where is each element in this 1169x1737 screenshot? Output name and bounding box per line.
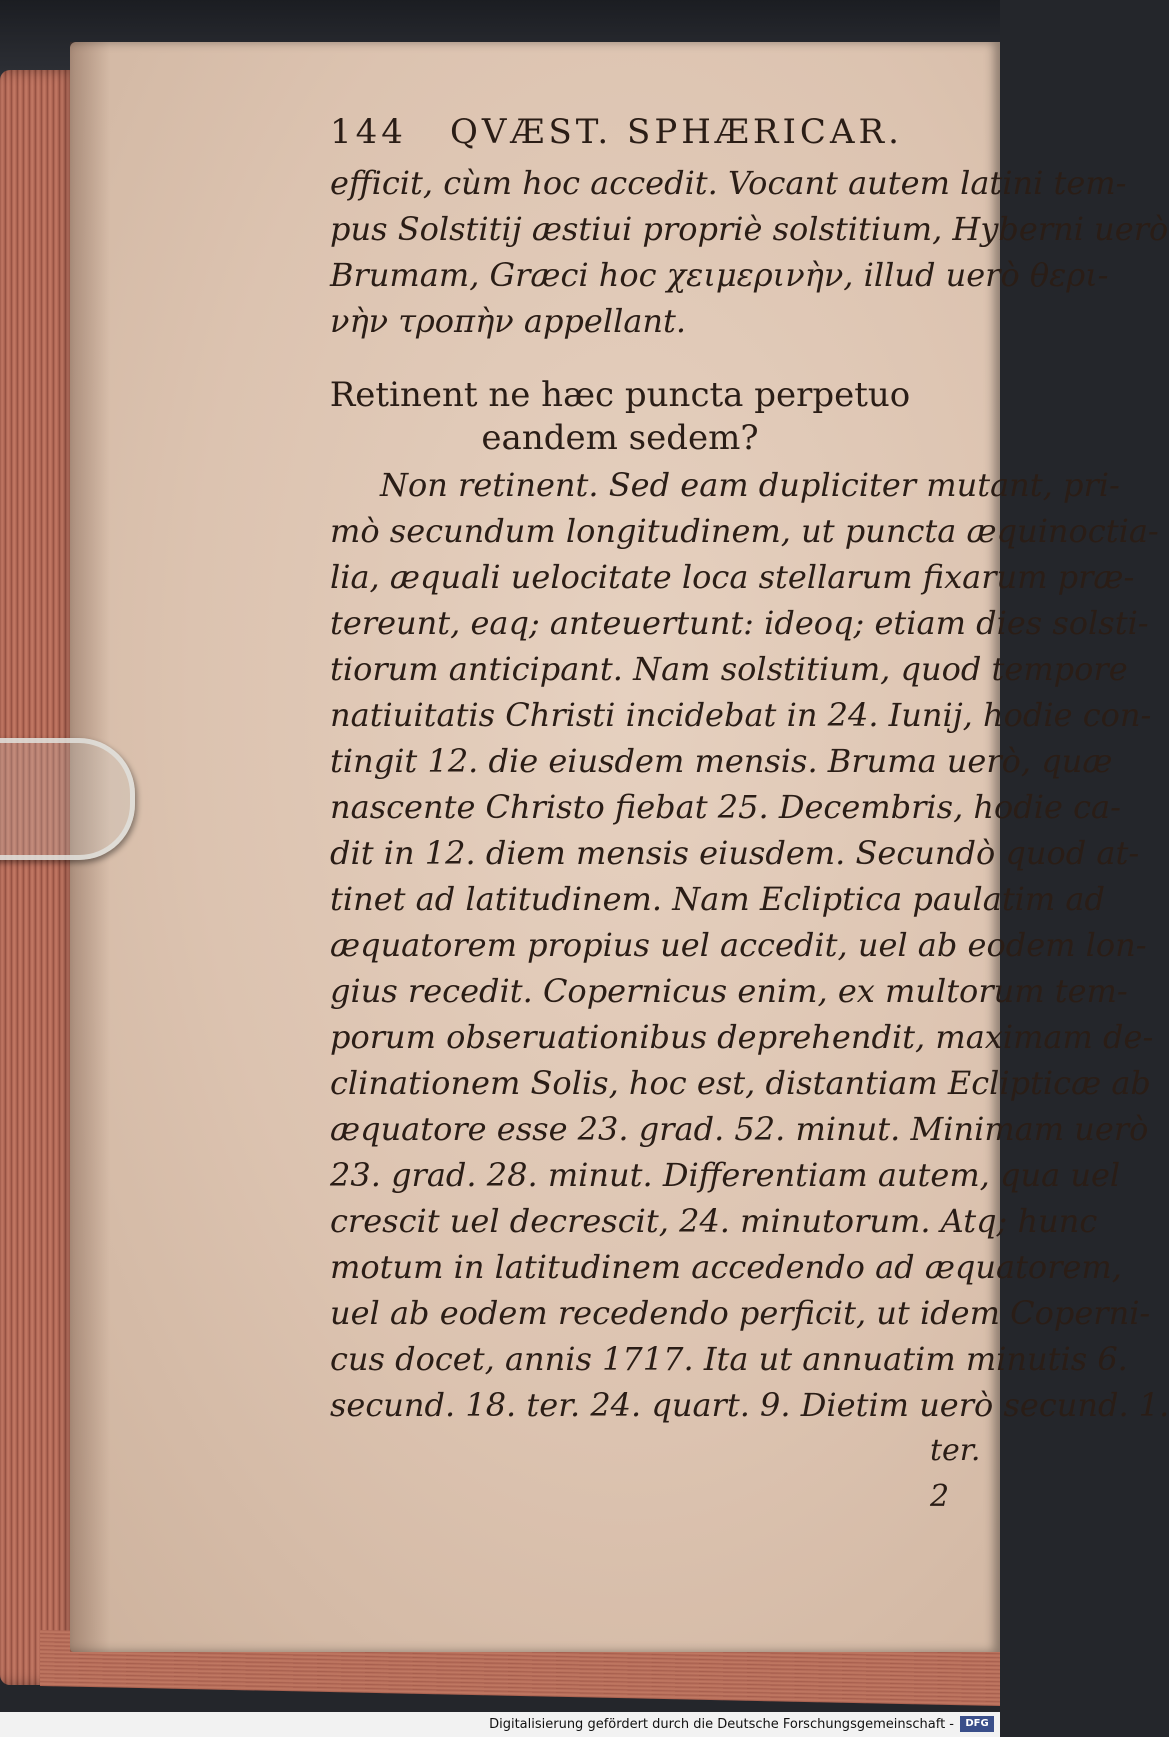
catchword: ter. 2: [930, 1433, 981, 1514]
text-line: gius recedit. Copernicus enim, ex multorum tem-: [330, 972, 1128, 1010]
dfg-logo: DFG: [960, 1716, 994, 1732]
text-line: nascente Christo fiebat 25. Decembris, hodie ca-: [330, 788, 1121, 826]
text-line: pus Solstitij æstiui propriè solstitium, Hyberni uerò: [330, 210, 1169, 248]
text-line: mò secundum longitudinem, ut puncta æquinoctia-: [330, 512, 1159, 550]
question-heading-line: eandem sedem?: [481, 418, 759, 458]
page-number: 144: [330, 112, 407, 152]
running-head-title: QVÆST. SPHÆRICAR.: [450, 112, 903, 152]
text-line: cus docet, annis 1717. Ita ut annuatim minutis 6.: [330, 1340, 1128, 1378]
text-line: efficit, cùm hoc accedit. Vocant autem latini tem-: [330, 164, 1127, 202]
text-line: tinet ad latitudinem. Nam Ecliptica paulatim ad: [330, 880, 1105, 918]
running-head: [330, 112, 970, 162]
text-line: 23. grad. 28. minut. Differentiam autem, qua uel: [330, 1156, 1121, 1194]
text-line: porum obseruationibus deprehendit, maximam de-: [330, 1018, 1154, 1056]
text-line: motum in latitudinem accedendo ad æquatorem,: [330, 1248, 1122, 1286]
text-line: νὴν τροπὴν appellant.: [330, 302, 687, 340]
text-line: dit in 12. diem mensis eiusdem. Secundò quod at-: [330, 834, 1140, 872]
text-line: crescit uel decrescit, 24. minutorum. Atq; hunc: [330, 1202, 1098, 1240]
text-line: secund. 18. ter. 24. quart. 9. Dietim uerò secund. 1.: [330, 1386, 1169, 1424]
text-line: natiuitatis Christi incidebat in 24. Iunij, hodie con-: [330, 696, 1152, 734]
text-line: clinationem Solis, hoc est, distantiam Eclipticæ ab: [330, 1064, 1151, 1102]
book-page-edges: [0, 70, 78, 1685]
footer-bar: [0, 1712, 1000, 1737]
text-line: æquatorem propius uel accedit, uel ab eodem lon-: [330, 926, 1147, 964]
text-line: tereunt, eaq; anteuertunt: ideoq; etiam dies solsti-: [330, 604, 1149, 642]
text-line: uel ab eodem recedendo perficit, ut idem Coperni-: [330, 1294, 1151, 1332]
footer-credit: Digitalisierung gefördert durch die Deutsche Forschungsgemeinschaft -: [489, 1717, 954, 1732]
text-line: æquatore esse 23. grad. 52. minut. Minimam uerò: [330, 1110, 1149, 1148]
page-clip: [0, 738, 135, 860]
text-line: tingit 12. die eiusdem mensis. Bruma uerò, quæ: [330, 742, 1113, 780]
text-line: tiorum anticipant. Nam solstitium, quod tempore: [330, 650, 1128, 688]
question-heading-line: Retinent ne hæc puncta perpetuo: [329, 375, 911, 415]
text-line: Non retinent. Sed eam dupliciter mutant, pri-: [380, 466, 1120, 504]
text-line: lia, æquali uelocitate loca stellarum fixarum præ-: [330, 558, 1135, 596]
text-line: Brumam, Græci hoc χειμερινὴν, illud uerò θερι-: [330, 256, 1109, 294]
